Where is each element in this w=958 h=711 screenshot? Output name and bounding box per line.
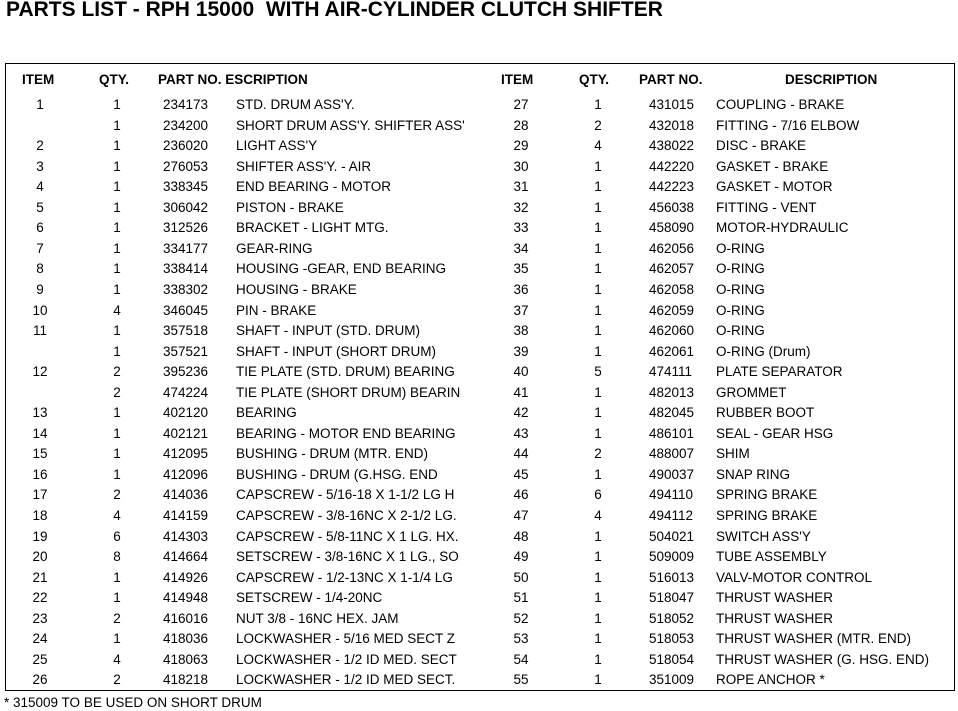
left-description-cell: BEARING - MOTOR END BEARING [236,425,456,441]
left-description-cell: PIN - BRAKE [236,302,317,318]
right-qty-cell: 1 [594,384,602,400]
right-item-cell: 38 [513,323,529,339]
left-item-cell: 7 [36,240,44,256]
left-part-number-cell: 234200 [163,117,209,133]
table-row [0,570,958,590]
left-item-cell: 2 [36,138,44,154]
page-title: PARTS LIST - RPH 15000 WITH AIR-CYLINDER CLUTCH SHIFTER [6,0,663,21]
left-qty-cell: 1 [113,199,121,215]
right-part-number-cell: 494112 [649,508,694,523]
left-item-cell: 15 [32,446,48,462]
left-qty-cell: 4 [113,302,121,318]
right-part-number-cell: 474111 [649,364,693,380]
left-item-cell: 14 [32,425,48,441]
left-description-cell: SHAFT - INPUT (STD. DRUM) [236,323,420,339]
left-qty-cell: 1 [113,446,121,462]
right-qty-cell: 1 [594,466,602,482]
left-part-number-cell: 395236 [163,364,209,380]
right-description-cell: MOTOR-HYDRAULIC [716,220,849,236]
right-qty-cell: 1 [594,569,602,585]
table-row [0,282,958,302]
left-description-cell: SHIFTER ASS'Y. - AIR [236,158,372,174]
right-item-cell: 48 [513,528,529,544]
left-part-number-cell: 414159 [163,508,209,523]
header-right-part-no: PART NO. [639,72,703,87]
left-qty-cell: 2 [113,364,121,380]
right-item-cell: 41 [513,384,529,400]
table-row [0,487,958,507]
left-part-number-cell: 414926 [163,569,209,585]
left-qty-cell: 1 [113,138,121,154]
right-qty-cell: 1 [594,590,602,606]
right-qty-cell: 1 [594,528,602,544]
left-description-cell: END BEARING - MOTOR [236,179,392,195]
right-part-number-cell: 456038 [649,199,695,215]
left-description-cell: GEAR-RING [236,240,313,256]
table-row [0,385,958,405]
right-qty-cell: 1 [594,323,602,339]
left-qty-cell: 4 [113,651,121,667]
left-description-cell: SHAFT - INPUT (SHORT DRUM) [236,343,437,359]
left-part-number-cell: 412096 [163,466,209,482]
right-part-number-cell: 462057 [649,261,695,277]
right-description-cell: GROMMET [716,384,787,400]
right-qty-cell: 2 [594,446,602,462]
right-part-number-cell: 442223 [649,179,695,195]
left-part-number-cell: 474224 [163,384,209,400]
right-item-cell: 55 [513,672,529,688]
right-qty-cell: 1 [594,261,602,277]
left-item-cell: 23 [32,610,48,626]
right-part-number-cell: 486101 [649,425,695,441]
right-description-cell: COUPLING - BRAKE [716,97,845,112]
left-qty-cell: 1 [113,179,121,195]
right-part-number-cell: 462058 [649,281,695,297]
right-item-cell: 33 [513,220,529,236]
right-description-cell: DISC - BRAKE [716,138,807,154]
right-qty-cell: 4 [594,138,602,154]
header-left-item: ITEM [22,72,55,87]
right-part-number-cell: 504021 [649,528,695,544]
left-description-cell: HOUSING -GEAR, END BEARING [236,261,447,277]
right-item-cell: 44 [513,446,529,462]
left-item-cell: 17 [32,487,48,503]
left-description-cell: CAPSCREW - 1/2-13NC X 1-1/4 LG [236,569,453,585]
left-description-cell: SHORT DRUM ASS'Y. SHIFTER ASS' [236,117,465,133]
left-item-cell: 8 [36,261,44,277]
right-description-cell: SPRING BRAKE [716,487,818,503]
left-qty-cell: 1 [113,569,121,585]
left-part-number-cell: 414036 [163,487,209,503]
left-part-number-cell: 402121 [163,425,209,441]
right-part-number-cell: 516013 [649,569,695,585]
right-description-cell: VALV-MOTOR CONTROL [716,569,873,585]
left-description-cell: CAPSCREW - 3/8-16NC X 2-1/2 LG. [236,508,457,523]
left-part-number-cell: 416016 [163,610,209,626]
right-item-cell: 35 [513,261,529,277]
right-description-cell: THRUST WASHER (G. HSG. END) [716,651,930,667]
right-description-cell: GASKET - BRAKE [716,158,829,174]
right-description-cell: SWITCH ASS'Y [716,528,811,544]
left-item-cell: 16 [32,466,48,482]
right-part-number-cell: 462061 [649,343,695,359]
table-row [0,179,958,199]
right-qty-cell: 1 [594,610,602,626]
right-description-cell: ROPE ANCHOR * [716,672,825,688]
right-description-cell: O-RING [716,281,765,297]
left-part-number-cell: 334177 [163,240,209,256]
right-item-cell: 36 [513,281,529,297]
table-row [0,446,958,466]
right-item-cell: 31 [513,179,529,195]
right-part-number-cell: 490037 [649,466,695,482]
right-item-cell: 39 [513,343,529,359]
table-row [0,241,958,261]
right-qty-cell: 1 [594,97,602,112]
right-item-cell: 52 [513,610,529,626]
left-description-cell: LIGHT ASS'Y [236,138,318,154]
table-row [0,590,958,610]
right-item-cell: 34 [513,240,529,256]
right-description-cell: THRUST WASHER [716,610,834,626]
right-part-number-cell: 432018 [649,117,695,133]
right-item-cell: 40 [513,364,529,380]
table-row [0,549,958,569]
right-item-cell: 51 [513,590,529,606]
left-part-number-cell: 402120 [163,405,209,421]
right-qty-cell: 5 [594,364,602,380]
right-qty-cell: 1 [594,672,602,688]
left-item-cell: 6 [36,220,44,236]
table-row [0,529,958,549]
right-item-cell: 37 [513,302,529,318]
right-description-cell: FITTING - VENT [716,199,817,215]
right-part-number-cell: 462056 [649,240,695,256]
left-description-cell: BEARING [236,405,297,421]
left-part-number-cell: 234173 [163,97,209,112]
left-description-cell: STD. DRUM ASS'Y. [236,97,355,112]
right-description-cell: THRUST WASHER (MTR. END) [716,631,911,647]
table-row [0,323,958,343]
right-part-number-cell: 518052 [649,610,695,626]
right-description-cell: O-RING (Drum) [716,343,811,359]
left-description-cell: TIE PLATE (SHORT DRUM) BEARIN [236,384,461,400]
right-item-cell: 54 [513,651,529,667]
right-part-number-cell: 509009 [649,549,695,565]
right-qty-cell: 1 [594,199,602,215]
left-part-number-cell: 276053 [163,158,209,174]
right-description-cell: SNAP RING [716,466,791,482]
left-description-cell: LOCKWASHER - 1/2 ID MED SECT. [236,672,456,688]
left-part-number-cell: 357521 [163,343,209,359]
left-qty-cell: 1 [113,323,121,339]
table-row [0,159,958,179]
left-description-cell: LOCKWASHER - 5/16 MED SECT Z [236,631,456,647]
right-qty-cell: 1 [594,281,602,297]
right-item-cell: 47 [513,508,529,523]
table-row [0,611,958,631]
left-part-number-cell: 236020 [163,138,209,154]
left-qty-cell: 2 [113,610,121,626]
left-part-number-cell: 414948 [163,590,209,606]
left-description-cell: BUSHING - DRUM (G.HSG. END [236,466,438,482]
right-qty-cell: 4 [594,508,602,523]
right-part-number-cell: 438022 [649,138,695,154]
left-description-cell: LOCKWASHER - 1/2 ID MED. SECT [236,651,457,667]
right-part-number-cell: 462059 [649,302,695,318]
right-part-number-cell: 518054 [649,651,695,667]
header-right-qty: QTY. [579,72,610,87]
left-part-number-cell: 338345 [163,179,209,195]
header-right-description: DESCRIPTION [785,72,878,87]
left-qty-cell: 4 [113,508,121,523]
left-qty-cell: 1 [113,343,121,359]
left-qty-cell: 1 [113,220,121,236]
right-item-cell: 43 [513,425,529,441]
left-item-cell: 20 [32,549,48,565]
table-row [0,261,958,281]
left-item-cell: 5 [36,199,44,215]
right-qty-cell: 2 [594,117,602,133]
right-item-cell: 28 [513,117,529,133]
footer-note: * 315009 TO BE USED ON SHORT DRUM [4,695,262,710]
left-item-cell: 18 [32,508,48,523]
right-description-cell: THRUST WASHER [716,590,834,606]
right-description-cell: SHIM [716,446,750,462]
left-part-number-cell: 414303 [163,528,209,544]
right-qty-cell: 1 [594,343,602,359]
left-part-number-cell: 312526 [163,220,209,236]
right-item-cell: 42 [513,405,529,421]
table-row [0,344,958,364]
right-item-cell: 27 [513,97,529,112]
right-item-cell: 53 [513,631,529,647]
left-part-number-cell: 418036 [163,631,209,647]
right-description-cell: SEAL - GEAR HSG [716,425,834,441]
right-description-cell: SPRING BRAKE [716,508,818,523]
right-part-number-cell: 488007 [649,446,695,462]
right-part-number-cell: 518053 [649,631,695,647]
right-description-cell: PLATE SEPARATOR [716,364,843,380]
left-qty-cell: 1 [113,405,121,421]
left-item-cell: 24 [32,631,48,647]
left-description-cell: CAPSCREW - 5/16-18 X 1-1/2 LG H [236,487,455,503]
left-qty-cell: 1 [113,158,121,174]
right-description-cell: GASKET - MOTOR [716,179,833,195]
right-qty-cell: 1 [594,220,602,236]
left-item-cell: 26 [32,672,48,688]
left-qty-cell: 1 [113,425,121,441]
left-qty-cell: 1 [113,117,121,133]
left-description-cell: PISTON - BRAKE [236,199,344,215]
left-qty-cell: 1 [113,281,121,297]
right-part-number-cell: 351009 [649,672,695,688]
left-part-number-cell: 414664 [163,549,209,565]
left-part-number-cell: 418063 [163,651,209,667]
left-item-cell: 21 [32,569,48,585]
left-item-cell: 22 [32,590,48,606]
left-item-cell: 12 [32,364,48,380]
table-row [0,118,958,138]
left-part-number-cell: 412095 [163,446,209,462]
left-item-cell: 1 [36,97,44,112]
left-item-cell: 4 [36,179,44,195]
table-row [0,405,958,425]
right-description-cell: O-RING [716,323,765,339]
right-part-number-cell: 482045 [649,405,695,421]
left-item-cell: 11 [32,323,47,339]
table-row [0,138,958,158]
right-qty-cell: 6 [594,487,602,503]
left-description-cell: SETSCREW - 3/8-16NC X 1 LG., SO [236,549,459,565]
right-part-number-cell: 458090 [649,220,695,236]
right-description-cell: FITTING - 7/16 ELBOW [716,117,860,133]
table-row [0,467,958,487]
right-qty-cell: 1 [594,240,602,256]
right-item-cell: 46 [513,487,529,503]
left-item-cell: 13 [32,405,48,421]
right-qty-cell: 1 [594,302,602,318]
left-description-cell: HOUSING - BRAKE [236,281,357,297]
right-description-cell: TUBE ASSEMBLY [716,549,827,565]
right-qty-cell: 1 [594,651,602,667]
right-item-cell: 49 [513,549,529,565]
right-part-number-cell: 431015 [649,97,695,112]
left-item-cell: 10 [32,302,48,318]
right-description-cell: O-RING [716,240,765,256]
left-qty-cell: 2 [113,487,121,503]
left-qty-cell: 1 [113,590,121,606]
table-row [0,508,958,528]
table-row [0,364,958,384]
left-item-cell: 9 [36,281,44,297]
table-row [0,200,958,220]
table-row [0,652,958,672]
right-qty-cell: 1 [594,549,602,565]
right-item-cell: 29 [513,138,529,154]
right-part-number-cell: 494110 [649,487,694,503]
left-item-cell: 25 [32,651,48,667]
table-row [0,303,958,323]
right-qty-cell: 1 [594,425,602,441]
left-qty-cell: 1 [113,240,121,256]
left-item-cell: 19 [32,528,48,544]
right-item-cell: 32 [513,199,529,215]
left-qty-cell: 1 [113,261,121,277]
left-part-number-cell: 418218 [163,672,209,688]
left-part-number-cell: 338414 [163,261,209,277]
left-qty-cell: 1 [113,466,121,482]
right-item-cell: 45 [513,466,529,482]
right-part-number-cell: 482013 [649,384,695,400]
left-part-number-cell: 338302 [163,281,209,297]
right-qty-cell: 1 [594,158,602,174]
right-description-cell: O-RING [716,302,765,318]
left-qty-cell: 6 [113,528,121,544]
header-left-part-description: PART NO. ESCRIPTION [158,72,308,87]
left-part-number-cell: 306042 [163,199,209,215]
left-qty-cell: 1 [113,631,121,647]
left-description-cell: NUT 3/8 - 16NC HEX. JAM [236,610,399,626]
right-part-number-cell: 518047 [649,590,695,606]
right-part-number-cell: 462060 [649,323,695,339]
right-qty-cell: 1 [594,179,602,195]
left-part-number-cell: 346045 [163,302,209,318]
left-item-cell: 3 [36,158,44,174]
right-qty-cell: 1 [594,405,602,421]
right-qty-cell: 1 [594,631,602,647]
header-left-qty: QTY. [99,72,130,87]
left-description-cell: BUSHING - DRUM (MTR. END) [236,446,428,462]
left-description-cell: BRACKET - LIGHT MTG. [236,220,389,236]
left-qty-cell: 2 [113,672,121,688]
right-item-cell: 30 [513,158,529,174]
left-qty-cell: 2 [113,384,121,400]
left-description-cell: SETSCREW - 1/4-20NC [236,590,383,606]
table-row [0,220,958,240]
left-part-number-cell: 357518 [163,323,209,339]
right-description-cell: O-RING [716,261,765,277]
left-qty-cell: 1 [113,97,121,112]
header-right-item: ITEM [501,72,534,87]
left-description-cell: TIE PLATE (STD. DRUM) BEARING [236,364,455,380]
left-description-cell: CAPSCREW - 5/8-11NC X 1 LG. HX. [236,528,459,544]
right-item-cell: 50 [513,569,529,585]
table-row [0,672,958,692]
table-row [0,631,958,651]
table-row [0,97,958,117]
right-description-cell: RUBBER BOOT [716,405,815,421]
right-part-number-cell: 442220 [649,158,695,174]
table-row [0,426,958,446]
left-qty-cell: 8 [113,549,121,565]
